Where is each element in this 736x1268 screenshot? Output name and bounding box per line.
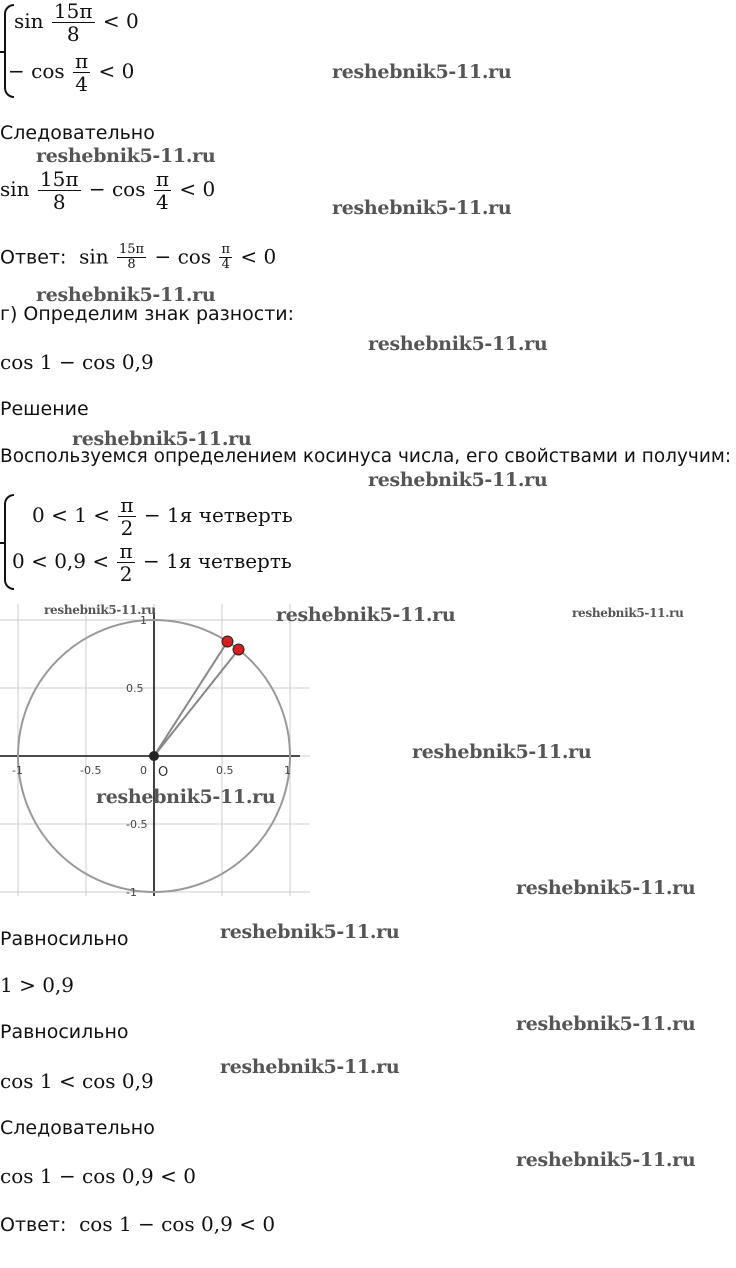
therefore-text: Следовательно <box>0 122 155 144</box>
watermark: reshebnik5-11.ru <box>44 603 156 617</box>
system1-row1 <box>14 0 139 45</box>
relation: < 0 <box>98 59 135 83</box>
cos-fn: − cos <box>154 244 212 269</box>
fraction-numerator: π <box>155 167 169 191</box>
watermark: reshebnik5-11.ru <box>72 428 252 450</box>
comparison-2: cos 1 < cos 0,9 <box>0 1069 154 1093</box>
sin-fn: sin <box>79 244 109 269</box>
fraction-numerator: π <box>120 493 134 517</box>
y-tick-label: 1 <box>140 614 147 627</box>
relation: < 0 <box>240 244 277 269</box>
system2-row2 <box>12 540 292 585</box>
angle-point <box>222 636 233 647</box>
equivalent-text: Равносильно <box>0 1021 129 1043</box>
watermark: reshebnik5-11.ru <box>276 604 456 626</box>
origin-point <box>149 751 159 761</box>
expression-g: cos 1 − cos 0,9 <box>0 350 154 374</box>
watermark: reshebnik5-11.ru <box>96 786 276 808</box>
y-tick-label: -0.5 <box>126 818 148 831</box>
fraction-denominator: 2 <box>119 562 133 586</box>
inequality-left: 0 < 0,9 < <box>12 549 110 573</box>
x-tick-label: 0.5 <box>216 764 234 777</box>
inequality-2: cos 1 − cos 0,9 < 0 <box>0 1164 196 1188</box>
watermark: reshebnik5-11.ru <box>332 197 512 219</box>
y-tick-label: 0.5 <box>126 682 144 695</box>
radius-line <box>154 649 239 756</box>
fraction-denominator: 4 <box>221 257 230 273</box>
part-g-heading: г) Определим знак разности: <box>0 303 295 325</box>
x-tick-label: -0.5 <box>80 764 102 777</box>
comparison-1: 1 > 0,9 <box>0 973 75 997</box>
watermark: reshebnik5-11.ru <box>220 921 400 943</box>
relation: < 0 <box>179 177 216 201</box>
therefore-text: Следовательно <box>0 1117 155 1139</box>
fraction-numerator: 15π <box>53 0 93 23</box>
fraction-denominator: 8 <box>66 22 80 46</box>
origin-label: O <box>158 765 169 780</box>
x-tick-label: -1 <box>12 764 23 777</box>
fraction-numerator: 15π <box>119 242 145 257</box>
watermark: reshebnik5-11.ru <box>516 877 696 899</box>
quarter-label: − 1я четверть <box>143 549 292 573</box>
x-tick-label: 1 <box>284 764 291 777</box>
watermark: reshebnik5-11.ru <box>516 1149 696 1171</box>
relation: < 0 <box>102 9 139 33</box>
sin-fn: sin <box>0 177 30 201</box>
angle-point <box>233 644 244 655</box>
watermark: reshebnik5-11.ru <box>36 145 216 167</box>
watermark: reshebnik5-11.ru <box>332 61 512 83</box>
fraction-denominator: 8 <box>52 190 66 214</box>
inequality-left: 0 < 1 < <box>32 503 111 527</box>
fraction-denominator: 4 <box>75 72 88 96</box>
answer-2 <box>0 1212 275 1236</box>
radius-line <box>154 642 227 756</box>
watermark: reshebnik5-11.ru <box>516 1013 696 1035</box>
equivalent-text: Равносильно <box>0 928 129 950</box>
use-definition-text: Воспользуемся определением косинуса числа, его свойствами и получим: <box>0 446 732 467</box>
fraction-numerator: π <box>74 49 89 73</box>
watermark: reshebnik5-11.ru <box>572 606 684 620</box>
cos-fn: − cos <box>8 59 65 83</box>
watermark: reshebnik5-11.ru <box>368 469 548 491</box>
answer-1 <box>0 243 276 273</box>
watermark: reshebnik5-11.ru <box>220 1056 400 1078</box>
fraction-denominator: 2 <box>120 516 134 540</box>
unit-circle-graph <box>0 604 310 896</box>
inequality-1 <box>0 168 215 213</box>
watermark: reshebnik5-11.ru <box>368 333 548 355</box>
answer-label: Ответ: <box>0 246 67 269</box>
cos-fn: − cos <box>88 177 146 201</box>
y-tick-label: -1 <box>126 886 137 896</box>
fraction-numerator: π <box>119 539 133 563</box>
fraction-denominator: 4 <box>156 190 169 214</box>
answer-label: Ответ: <box>0 1214 67 1236</box>
fraction-numerator: π <box>221 242 230 257</box>
system2-row1 <box>32 494 293 539</box>
system1-row2 <box>8 50 134 95</box>
sin-fn: sin <box>14 9 44 33</box>
watermark: reshebnik5-11.ru <box>36 284 216 306</box>
watermark: reshebnik5-11.ru <box>412 741 592 763</box>
fraction-denominator: 8 <box>127 257 136 273</box>
answer-expression: cos 1 − cos 0,9 < 0 <box>79 1212 276 1236</box>
x-tick-label: 0 <box>140 764 147 777</box>
fraction-numerator: 15π <box>39 167 79 191</box>
quarter-label: − 1я четверть <box>143 503 293 527</box>
solution-heading: Решение <box>0 398 89 420</box>
